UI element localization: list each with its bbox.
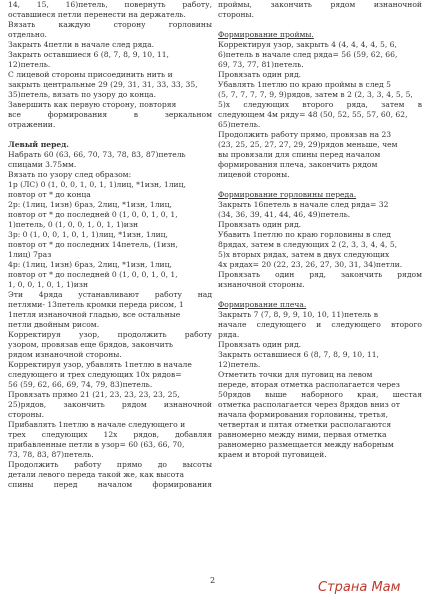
right-text-line: 4х рядах= 20 (22, 23, 26, 27, 30, 31, 34)петли. <box>218 260 403 269</box>
right-text-line: равномерно между ними, первая отметка <box>218 430 387 439</box>
left-text-line: 12)петель. <box>8 60 51 69</box>
left-text-line: трех следующих 12х рядов, добавляя <box>8 430 212 439</box>
left-text-line: отражении. <box>8 120 56 129</box>
right-text-line: 69, 73, 77, 81)петель. <box>218 60 304 69</box>
left-text-line: С лицевой стороны присоединить нить и <box>8 70 173 79</box>
left-text-line: Вязать каждую сторону горловины <box>8 20 212 29</box>
left-text-line: все формирования в зеркальном <box>8 110 212 119</box>
left-text-line: 2р: (1лиц, 1изн) 6раз, 2лиц, *1изн, 1лиц, <box>8 200 172 209</box>
right-text-line: 6)петель в начале след ряда= 56 (59, 62, 66, <box>218 50 398 59</box>
left-text-line: 35)петель, вязать по узору до конца. <box>8 90 156 99</box>
right-text-line: Отметить точки для пуговиц на левом <box>218 370 373 379</box>
left-text-line: Прибавлять 1петлю в начале следующего и <box>8 420 186 429</box>
left-text-line: 56 (59, 62, 66, 69, 74, 79, 83)петель. <box>8 380 153 389</box>
left-text-line: 25)рядов, закончить рядом изнаночной <box>8 400 212 409</box>
section-heading: Формирование плеча. <box>218 300 307 309</box>
left-text-line: Продолжить работу прямо до высоты <box>8 460 212 469</box>
right-text-line: изнаночной стороны. <box>218 280 305 289</box>
section-heading: Формирование проймы. <box>218 30 314 39</box>
left-text-line: оставшиеся петли перенести на держатель. <box>8 10 186 19</box>
left-text-line: Провязать прямо 21 (21, 23, 23, 23, 23, 25, <box>8 390 180 399</box>
right-text-line: Убавить 1петлю по краю горловины в след <box>218 230 391 239</box>
left-text-line: петли двойным рисом. <box>8 320 100 329</box>
right-text-line: проймы, закончить рядом изнаночной <box>218 0 422 9</box>
left-text-line: 4р: (1лиц, 1изн) 6раз, 2лиц, *1изн, 1лиц, <box>8 260 172 269</box>
left-text-line: повтор от * до последней 0 (1, 0, 0, 1, 0, 1, <box>8 210 178 219</box>
right-text-line: Продолжить работу прямо, провязав на 23 <box>218 130 392 139</box>
left-column <box>8 0 212 490</box>
left-text-line: прибавленные петли в узор= 60 (63, 66, 70, <box>8 440 185 449</box>
right-text-line: Провязать один ряд. <box>218 340 302 349</box>
left-text-line: повтор от * до конца <box>8 190 91 199</box>
right-text-line: Закрыть оставшиеся 6 (8, 7, 8, 9, 10, 11, <box>218 350 379 359</box>
right-text-line: ряда. <box>218 330 240 339</box>
paragraph-gap <box>218 180 422 190</box>
left-text-line: 3р: 0 (1, 0, 0, 1, 0, 1, 1)лиц, *1изн, 1лиц, <box>8 230 168 239</box>
right-text-line: Корректируя узор, закрыть 4 (4, 4, 4, 4, 5, 6, <box>218 40 397 49</box>
left-text-line: Закрыть оставшиеся 6 (8, 7, 8, 9, 10, 11, <box>8 50 169 59</box>
left-text-line: отдельно. <box>8 30 47 39</box>
right-text-line: 5)х следующих второго ряда, затем в <box>218 100 422 109</box>
right-text-line: вы провязали для спины перед началом <box>218 150 381 159</box>
site-watermark: Страна Мам <box>318 580 401 595</box>
left-text-line: рядом изнаночной стороны. <box>8 350 122 359</box>
right-text-line: лицевой стороны. <box>218 170 290 179</box>
right-text-line: Убавлять 1петлю по краю проймы в след 5 <box>218 80 391 89</box>
right-text-line: Закрыть 16петель в начале след ряда= 32 <box>218 200 389 209</box>
right-text-line: стороны. <box>218 10 254 19</box>
right-text-line: Провязать один ряд. <box>218 220 302 229</box>
right-column <box>218 0 422 460</box>
right-text-line: следующем 4м ряду= 48 (50, 52, 55, 57, 60, 62, <box>218 110 408 119</box>
left-text-line: стороны. <box>8 410 44 419</box>
left-text-line: 73, 78, 83, 87)петель. <box>8 450 94 459</box>
left-text-line: Закрыть 4петли в начале след ряда. <box>8 40 155 49</box>
left-text-line: Корректируя узор, продолжить работу <box>8 330 212 339</box>
left-text-line: повтор от * до последних 14петель, (1изн, <box>8 240 178 249</box>
left-text-line: Вязать по узору след образом: <box>8 170 132 179</box>
left-text-line: Эти 4ряда устанавливают работу над <box>8 290 212 299</box>
right-text-line: 5)х вторых рядах, затем в двух следующих <box>218 250 390 259</box>
left-text-line: узором, провязав еще 6рядов, закончить <box>8 340 174 349</box>
right-text-line: (34, 36, 39, 41, 44, 46, 49)петель. <box>218 210 351 219</box>
right-text-line: (5, 7, 7, 7, 7, 9, 9)рядов, затем в 2 (2, 3, 3, 4, 5, 5, <box>218 90 413 99</box>
page-number: 2 <box>210 576 216 585</box>
left-text-line: спицами 3.75мм. <box>8 160 77 169</box>
right-text-line: 12)петель. <box>218 360 261 369</box>
right-text-line: формирования плеча, закончить рядом <box>218 160 378 169</box>
left-text-line: 1)петель, 0 (1, 0, 0, 1, 0, 1, 1)изн <box>8 220 139 229</box>
paragraph-gap <box>218 20 422 30</box>
section-heading: Формирование горловины переда. <box>218 190 357 199</box>
section-heading: Левый перед. <box>8 140 69 149</box>
right-text-line: 50рядов выше наборного края, шестая <box>218 390 422 399</box>
left-text-line: спины перед началом формирования <box>8 480 212 489</box>
right-text-line: равномерно размещается между наборным <box>218 440 394 449</box>
left-text-line: петлями- 13петель кромки переда рисом, 1 <box>8 300 184 309</box>
left-text-line: закрыть центральные 29 (29, 31, 31, 33, 33, 35, <box>8 80 198 89</box>
paragraph-gap <box>8 130 212 140</box>
left-text-line: Корректируя узор, убавлять 1петлю в начале <box>8 360 192 369</box>
right-text-line: начала формирования горловины, третья, <box>218 410 388 419</box>
right-text-line: переде, вторая отметка располагается через <box>218 380 400 389</box>
left-text-line: следующего и трех следующих 10х рядов= <box>8 370 182 379</box>
left-text-line: повтор от * до последней 0 (1, 0, 0, 1, 0, 1, <box>8 270 178 279</box>
paragraph-gap <box>218 290 422 300</box>
left-text-line: детали левого переда такой же, как высота <box>8 470 184 479</box>
left-text-line: 14, 15, 16)петель, повернуть работу, <box>8 0 212 9</box>
right-text-line: Провязать один ряд. <box>218 70 302 79</box>
left-text-line: Завершить как первую сторону, повторяя <box>8 100 177 109</box>
left-text-line: 1лиц) 7раз <box>8 250 52 259</box>
right-text-line: начале следующего и следующего второго <box>218 320 422 329</box>
right-text-line: Закрыть 7 (7, 8, 9, 9, 10, 10, 11)петель в <box>218 310 379 319</box>
left-text-line: Набрать 60 (63, 66, 70, 73, 78, 83, 87)петель <box>8 150 186 159</box>
left-text-line: 1петля изнаночной гладью, все остальные <box>8 310 181 319</box>
right-text-line: (23, 25, 25, 27, 27, 29, 29)рядов меньше, чем <box>218 140 398 149</box>
left-text-line: 1р (ЛС) 0 (1, 0, 0, 1, 0, 1, 1)лиц, *1изн, 1лиц, <box>8 180 186 189</box>
right-text-line: 8рядах, затем в следующих 2 (2, 3, 3, 4, 4, 5, <box>218 240 398 249</box>
right-text-line: отметка располагается через 8рядов вниз от <box>218 400 400 409</box>
right-text-line: четвертая и пятая отметки располагаются <box>218 420 392 429</box>
left-text-line: 1, 0, 0, 1, 0, 1, 1)изн <box>8 280 89 289</box>
right-text-line: краем и второй пуговицей. <box>218 450 327 459</box>
right-text-line: Провязать один ряд, закончить рядом <box>218 270 422 279</box>
right-text-line: 65)петель. <box>218 120 261 129</box>
